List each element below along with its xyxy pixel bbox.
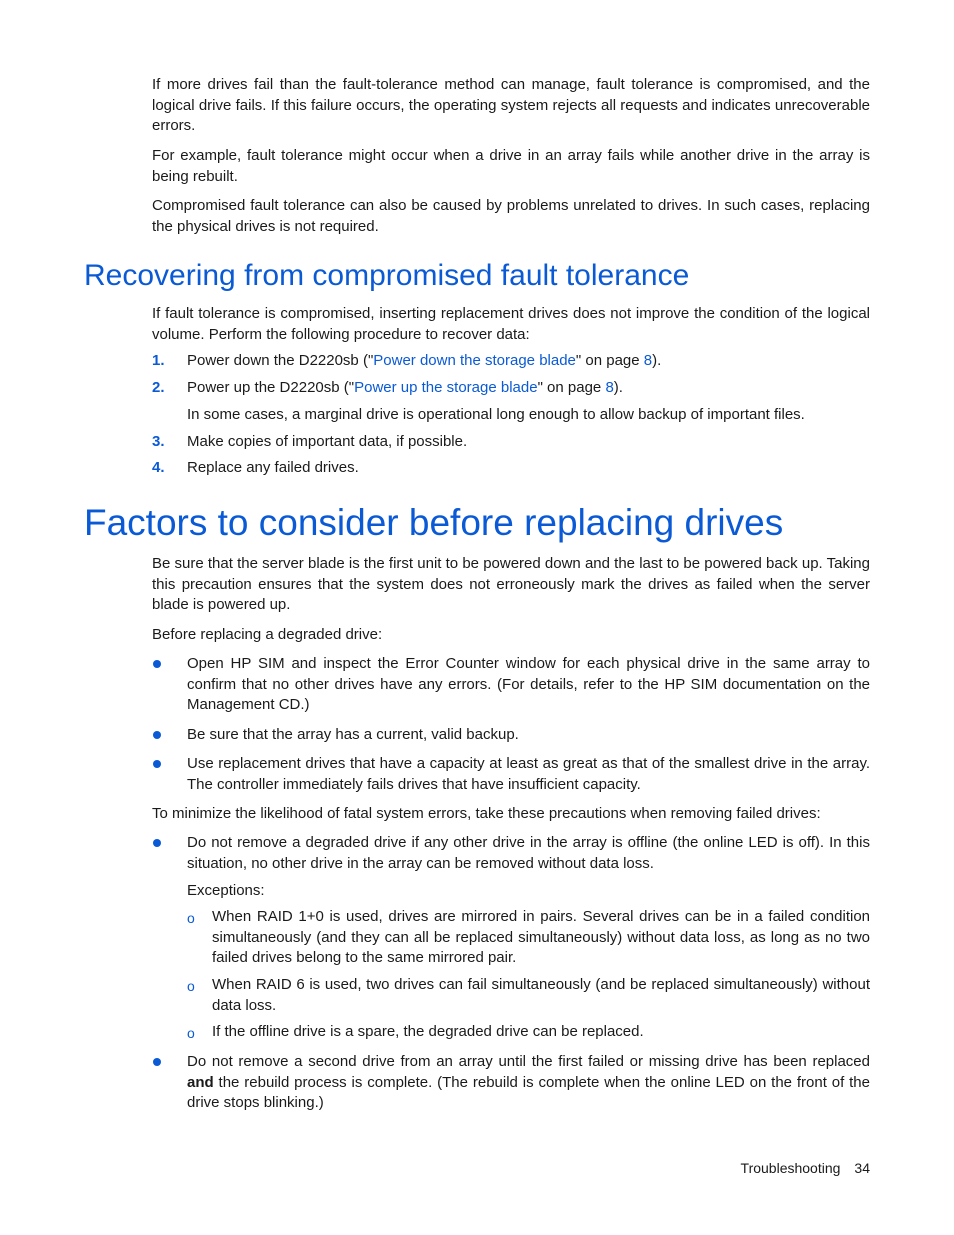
step-1-text-mid: " on page — [575, 352, 644, 369]
factors-paragraph-1: Be sure that the server blade is the first unit to be powered down and the last to be powered back up. Taking this precaution ensures that the system does not erroneously mark the drives as failed when the server blade is powered up. — [152, 555, 870, 613]
bullet-item-second-drive — [187, 1052, 870, 1114]
bullet-icon — [153, 1058, 161, 1066]
factors-paragraph-2: Before replacing a degraded drive: — [152, 626, 383, 643]
bullet-icon — [153, 760, 161, 768]
intro-paragraph-1: If more drives fail than the fault-tolerance method can manage, fault tolerance is compromised, and the logical drive fails. If this failure occurs, the operating system rejects all requests and indicates unrecoverable errors. — [152, 76, 870, 134]
bullet-item-1: Open HP SIM and inspect the Error Counter window for each physical drive in the same array to confirm that no other drives have any errors. (For details, refer to the HP SIM documentation on the Management CD.) — [187, 655, 870, 713]
section-heading-factors: Factors to consider before replacing drives — [84, 502, 784, 543]
bullet-item-degraded: Do not remove a degraded drive if any other drive in the array is offline (the online LED is off). In this situation, no other drive in the array can be removed without data loss. — [187, 834, 870, 872]
recover-intro: If fault tolerance is compromised, inserting replacement drives does not improve the condition of the logical volume. Perform the following procedure to recover data: — [152, 305, 870, 343]
sub-bullet-icon: o — [187, 978, 195, 994]
step-2 — [187, 378, 870, 399]
page-footer — [741, 1158, 870, 1178]
step-3: Make copies of important data, if possible. — [187, 433, 468, 450]
intro-paragraph-2: For example, fault tolerance might occur when a drive in an array fails while another drive in the array is being rebuilt. — [152, 147, 870, 185]
link-page-8-step-1[interactable]: 8 — [643, 352, 653, 369]
bullet-second-drive-text-pre: Do not remove a second drive from an array until the first failed or missing drive has been replaced — [187, 1053, 870, 1070]
step-number-3: 3. — [152, 433, 165, 450]
footer-section-title: Troubleshooting — [740, 1160, 841, 1176]
exception-item-1: When RAID 1+0 is used, drives are mirrored in pairs. Several drives can be in a failed condition simultaneously (and they can all be replaced simultaneously) without data loss, as long as no two failed drives belong to the same mirrored pair. — [212, 908, 870, 966]
bullet-second-drive-text-post: the rebuild process is complete. (The rebuild is complete when the online LED on the front of the drive stops blinking.) — [187, 1073, 870, 1111]
intro-paragraph-3: Compromised fault tolerance can also be caused by problems unrelated to drives. In such cases, replacing the physical drives is not required. — [152, 197, 870, 235]
step-number-4: 4. — [152, 459, 165, 476]
step-4: Replace any failed drives. — [187, 459, 359, 476]
exception-item-3: If the offline drive is a spare, the degraded drive can be replaced. — [212, 1023, 644, 1040]
bullet-item-2: Be sure that the array has a current, valid backup. — [187, 726, 519, 743]
step-1-text-pre: Power down the D2220sb (" — [187, 352, 374, 369]
bullet-second-drive-emphasis: and — [187, 1073, 214, 1091]
exception-item-2: When RAID 6 is used, two drives can fail simultaneously (and be replaced simultaneously) without data loss. — [212, 976, 870, 1014]
bullet-icon — [153, 660, 161, 668]
step-2-text-pre: Power up the D2220sb (" — [187, 379, 355, 396]
step-number-2: 2. — [152, 379, 165, 396]
sub-bullet-icon: o — [187, 1025, 195, 1041]
step-2-text-mid: " on page — [537, 379, 606, 396]
step-2-note: In some cases, a marginal drive is operational long enough to allow backup of important files. — [187, 406, 805, 423]
bullet-item-3: Use replacement drives that have a capacity at least as great as that of the smallest drive in the array. The controller immediately fails drives that have insufficient capacity. — [187, 755, 870, 793]
link-power-down-storage-blade[interactable]: Power down the storage blade — [373, 352, 576, 369]
exceptions-label: Exceptions: — [187, 882, 265, 899]
step-1-text-post: ). — [652, 352, 662, 369]
link-power-up-storage-blade[interactable]: Power up the storage blade — [354, 379, 538, 396]
link-page-8-step-2[interactable]: 8 — [605, 379, 614, 396]
step-2-text-post: ). — [613, 379, 623, 396]
bullet-icon — [153, 839, 161, 847]
footer-page-number: 34 — [854, 1160, 870, 1176]
sub-bullet-icon: o — [187, 910, 195, 926]
bullet-icon — [153, 731, 161, 739]
step-number-1: 1. — [152, 352, 165, 369]
step-1 — [187, 351, 870, 372]
section-heading-recovering: Recovering from compromised fault tolerance — [84, 259, 690, 292]
factors-paragraph-3: To minimize the likelihood of fatal system errors, take these precautions when removing failed drives: — [152, 805, 821, 822]
